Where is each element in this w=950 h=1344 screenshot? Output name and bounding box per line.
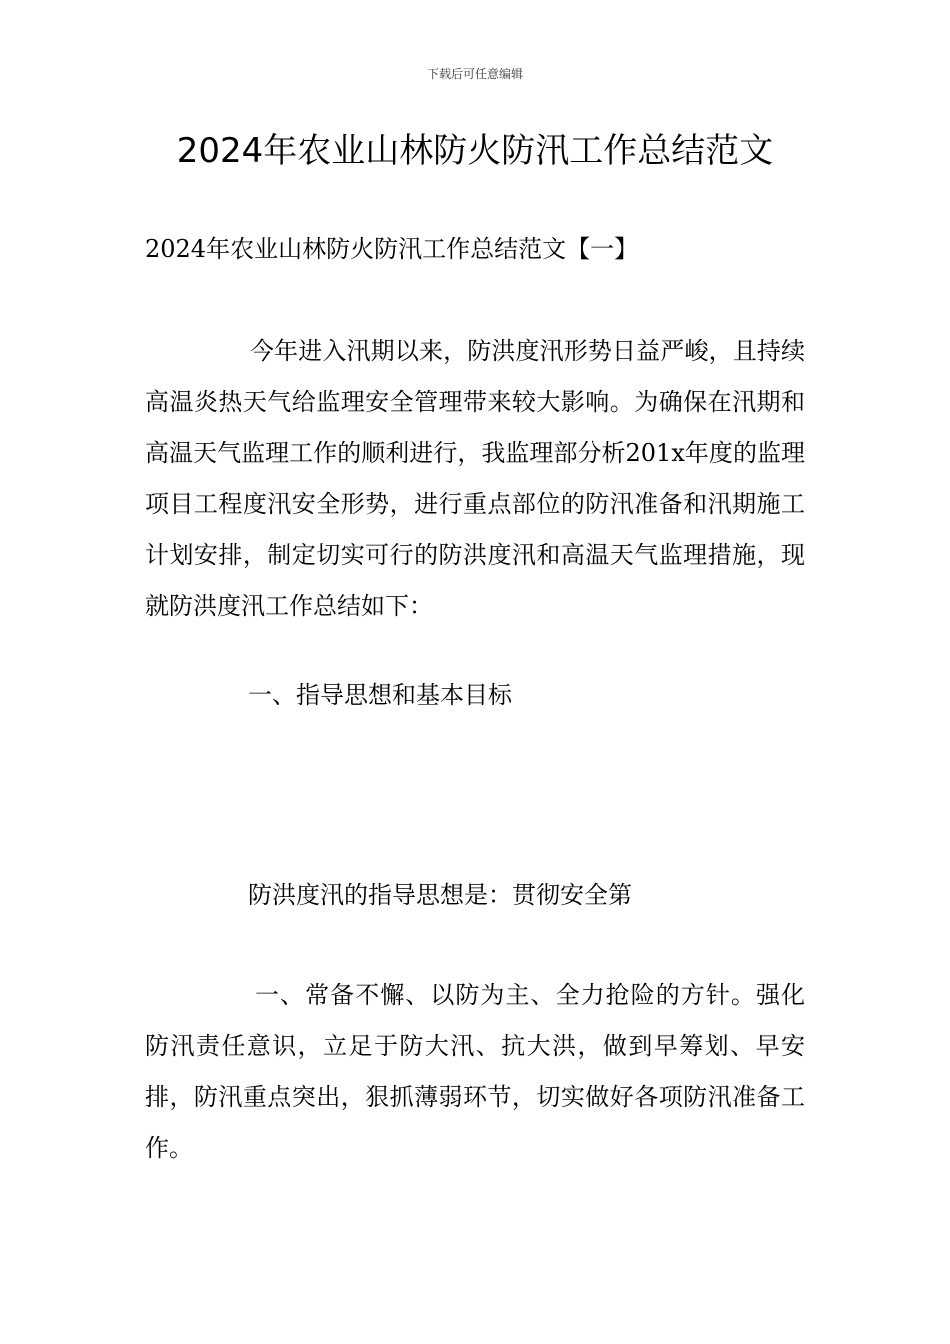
section-subtitle: 2024年农业山林防火防汛工作总结范文【一】: [145, 235, 639, 263]
paragraph-principles: 一、常备不懈、以防为主、全力抢险的方针。强化防汛责任意识，立足于防大汛、抗大洪，做到早筹划、早安排，防汛重点突出，狠抓薄弱环节，切实做好各项防汛准备工作。: [145, 981, 805, 1162]
paragraph-intro: 今年进入汛期以来，防洪度汛形势日益严峻，且持续高温炎热天气给监理安全管理带来较大影响。为确保在汛期和高温天气监理工作的顺利进行，我监理部分析201x年度的监理项目工程度汛安全形势，进行重点部位的防汛准备和汛期施工计划安排，制定切实可行的防洪度汛和高温天气监理措施，现就防洪度汛工作总结如下：: [145, 337, 805, 620]
section-heading-guiding-ideology: 一、指导思想和基本目标: [248, 681, 512, 709]
header-note: 下载后可任意编辑: [426, 67, 523, 81]
paragraph-guiding-ideology: 防洪度汛的指导思想是：贯彻安全第: [248, 881, 632, 909]
document-title: 2024年农业山林防火防汛工作总结范文: [176, 131, 774, 171]
